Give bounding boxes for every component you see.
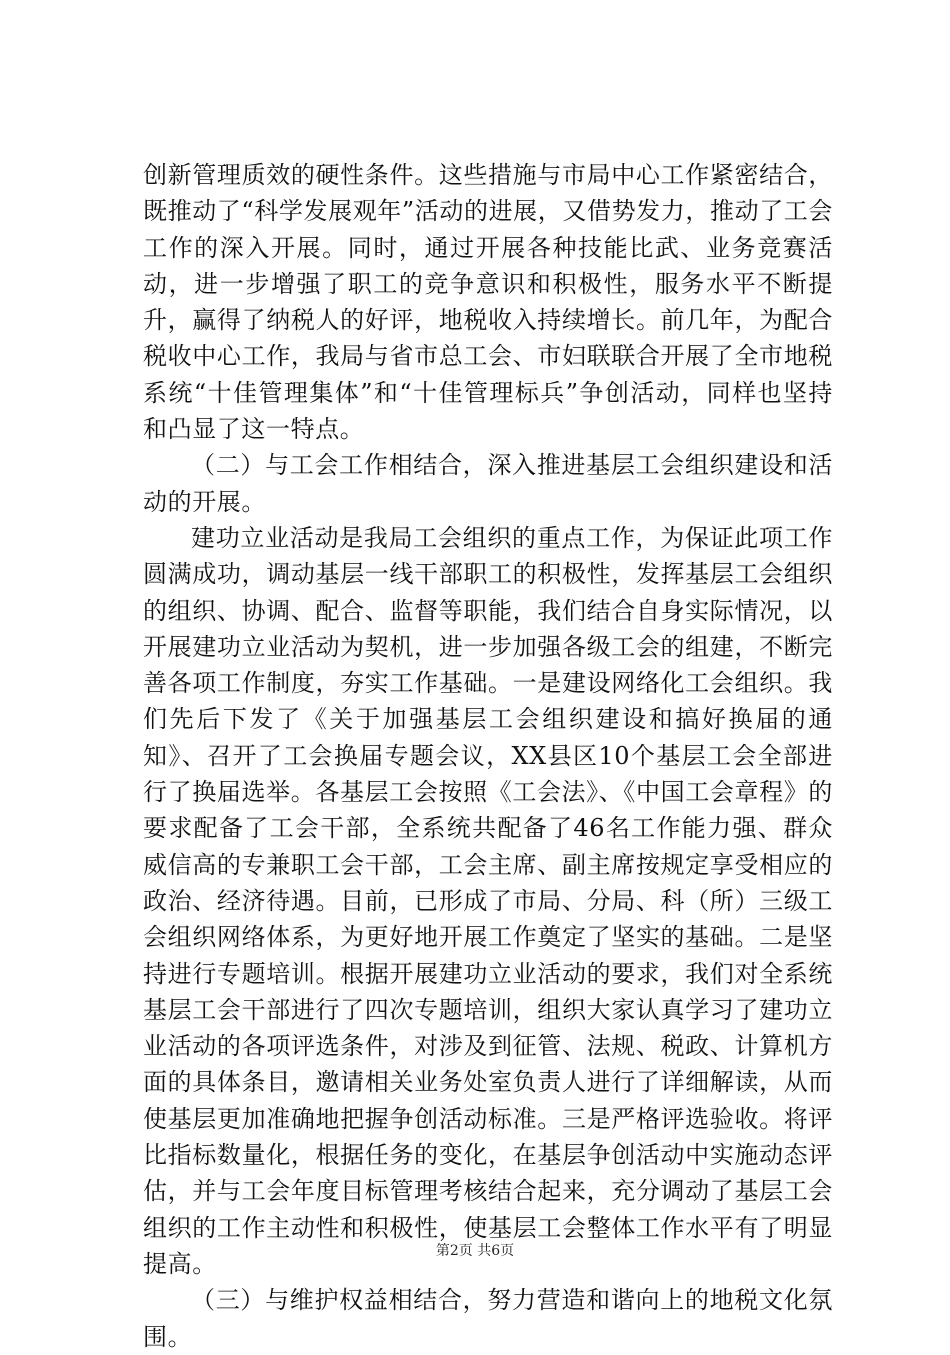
paragraph-continuation: 创新管理质效的硬性条件。这些措施与市局中心工作紧密结合，既推动了“科学发展观年”活动的进展，又借势发力，推动了工会工作的深入开展。同时，通过开展各种技能比武、业务竞赛活动，进一步增强了职工的竞争意识和积极性，服务水平不断提升，赢得了纳税人的好评，地税收入持续增长。前几年，为配合税收中心工作，我局与省市总工会、市妇联联合开展了全市地税系统“十佳管理集体”和“十佳管理标兵”争创活动，同样也坚持和凸显了这一特点。 [143,161,833,444]
page-number-footer: 第2页 共6页 [435,1243,515,1259]
paragraph-section-2-body: 建功立业活动是我局工会组织的重点工作，为保证此项工作圆满成功，调动基层一线干部职工的积极性，发挥基层工会组织的组织、协调、配合、监督等职能，我们结合自身实际情况，以开展建功立业活动为契机，进一步加强各级工会的组建，不断完善各项工作制度，夯实工作基础。一是建设网络化工会组织。我们先后下发了《关于加强基层工会组织建设和搞好换届的通知》、召开了工会换届专题会议，XX县区10个基层工会全部进行了换届选举。各基层工会按照《工会法》、《中国工会章程》的要求配备了工会干部，全系统共配备了46名工作能力强、群众威信高的专兼职工会干部，工会主席、副主席按规定享受相应的政治、经济待遇。目前，已形成了市局、分局、科（所）三级工会组织网络体系，为更好地开展工作奠定了坚实的基础。二是坚持进行专题培训。根据开展建功立业活动的要求，我们对全系统基层工会干部进行了四次专题培训，组织大家认真学习了建功立业活动的各项评选条件，对涉及到征管、法规、税政、计算机方面的具体条目，邀请相关业务处室负责人进行了详细解读，从而使基层更加准确地把握争创活动标准。三是严格评选验收。将评比指标数量化，根据任务的变化，在基层争创活动中实施动态评估，并与工会年度目标管理考核结合起来，充分调动了基层工会组织的工作主动性和积极性，使基层工会整体工作水平有了明显提高。 [143,523,833,1278]
section-heading-2: （二）与工会工作相结合，深入推进基层工会组织建设和活动的开展。 [143,451,833,516]
document-body [143,157,833,1355]
section-heading-3: （三）与维护权益相结合，努力营造和谐向上的地税文化氛围。 [143,1286,833,1351]
